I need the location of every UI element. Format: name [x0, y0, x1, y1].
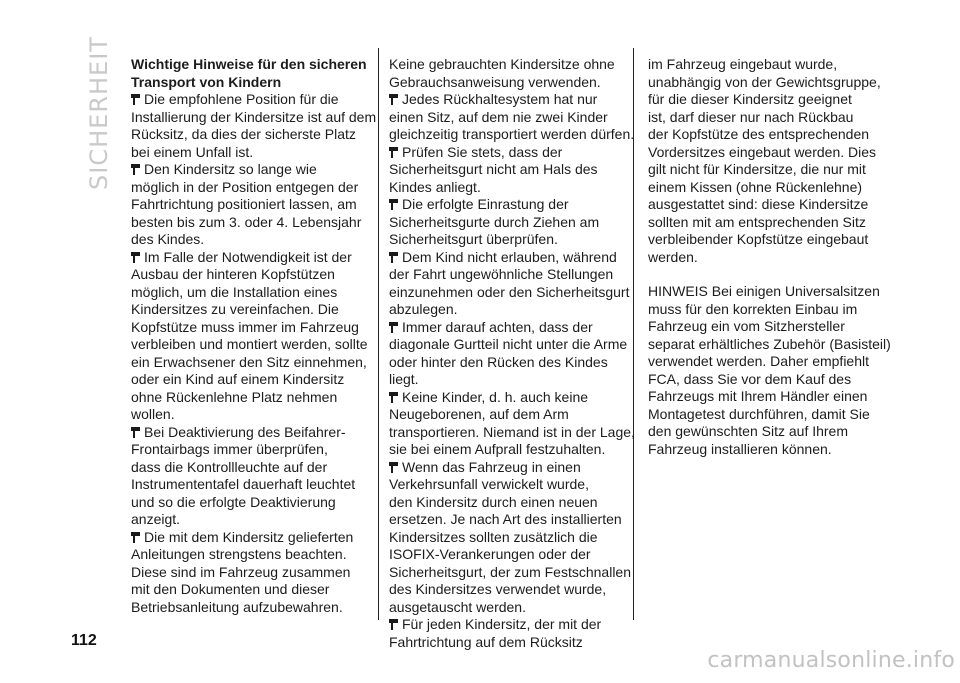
text-line: [131, 126, 363, 144]
text-line: [131, 214, 363, 232]
bullet-icon: [131, 164, 140, 175]
line-text: Die empfohlene Position für die: [144, 91, 339, 107]
text-line: [131, 266, 363, 284]
line-text: verbleibender Kopfstütze eingebaut: [648, 231, 869, 247]
text-line: [648, 283, 883, 301]
line-text: ein Erwachsener den Sitz einnehmen,: [131, 353, 367, 370]
line-text: Betriebsanleitung aufzubewahren.: [131, 598, 343, 615]
text-line: [389, 616, 621, 634]
text-line: [389, 529, 621, 547]
text-line: [648, 196, 883, 214]
text-line: [131, 511, 363, 529]
text-line: [648, 406, 883, 424]
line-text: des Kindersitzes verwendet wurde,: [389, 581, 607, 597]
line-text: einem Kissen (ohne Rückenlehne): [648, 178, 863, 195]
text-line: [389, 266, 621, 284]
line-text: bei einem Unfall ist.: [131, 143, 254, 160]
line-text: ausgestattet sind: diese Kindersitze: [648, 196, 869, 212]
line-text: Wichtige Hinweise für den sicheren: [131, 56, 367, 72]
text-line: [648, 301, 883, 319]
line-text: Kindersitzes sollten zusätzlich die: [389, 528, 598, 545]
line-text: dass die Kontrollleuchte auf der: [131, 458, 328, 475]
text-line: [131, 249, 363, 267]
text-line: [648, 423, 883, 441]
text-line: [389, 581, 621, 599]
text-line: [648, 91, 883, 109]
text-line: [389, 74, 621, 92]
line-text: ersetzen. Je nach Art des installierten: [389, 511, 622, 527]
text-column-3: [648, 56, 891, 458]
line-text: einzunehmen oder den Sicherheitsgurt: [389, 283, 630, 300]
line-text: einen Sitz, auf dem nie zwei Kinder: [389, 108, 608, 125]
line-text: Transport von Kindern: [131, 73, 282, 90]
line-text: mit den Dokumenten und dieser: [131, 581, 330, 597]
line-text: Fahrtrichtung positioniert lassen, am: [131, 196, 357, 212]
line-text: Ausbau der hinteren Kopfstützen: [131, 266, 335, 282]
text-line: [131, 336, 368, 354]
text-line: [131, 406, 363, 424]
text-line: [389, 354, 621, 372]
text-line: [648, 214, 883, 232]
line-text: Diese sind im Fahrzeug zusammen: [131, 563, 351, 580]
line-text: wollen.: [131, 406, 175, 422]
line-text: Fahrzeugs mit Ihrem Händler einen: [648, 388, 868, 404]
section-tab-label: SICHERHEIT: [85, 35, 113, 190]
text-line: [131, 529, 363, 547]
text-line: [389, 563, 631, 582]
text-line: [131, 599, 363, 617]
text-line: [389, 494, 621, 512]
line-text: Sicherheitsgurt überprüfen.: [389, 231, 558, 247]
text-line: [648, 161, 883, 179]
bullet-icon: [389, 392, 398, 403]
text-line: [389, 371, 621, 389]
text-line: [648, 144, 883, 162]
line-text: möglich in der Position entgegen der: [131, 178, 359, 195]
text-line: [131, 319, 363, 337]
line-text: Anleitungen strengstens beachten.: [131, 546, 347, 562]
page-number: 112: [71, 632, 97, 649]
line-text: verbleiben und montiert werden, sollte: [131, 336, 368, 352]
text-line: [131, 476, 363, 494]
line-text: liegt.: [389, 371, 419, 387]
text-line: [131, 108, 377, 127]
line-text: separat erhältliches Zubehör (Basisteil): [648, 335, 891, 352]
text-line: [389, 319, 621, 337]
line-text: Im Falle der Notwendigkeit ist der: [144, 248, 352, 265]
bullet-icon: [389, 147, 398, 158]
text-line: [389, 126, 635, 144]
text-column-2: [389, 56, 635, 651]
line-text: muss für den korrekten Einbau im: [648, 300, 858, 317]
text-line: [131, 144, 363, 162]
line-text: HINWEIS Bei einigen Universalsitzen: [648, 283, 880, 299]
line-text: ISOFIX-Verankerungen oder der: [389, 546, 591, 562]
line-text: gleichzeitig transportiert werden dürfen.: [389, 126, 635, 142]
watermark: carmanualsonline.info: [707, 648, 955, 673]
text-line: [389, 546, 621, 564]
line-text: Wenn das Fahrzeug in einen: [402, 458, 581, 475]
section-heading-line: [131, 56, 367, 74]
line-text: Montagetest durchführen, damit Sie: [648, 405, 870, 422]
line-text: sie bei einem Aufprall festzuhalten.: [389, 441, 606, 457]
text-line: [131, 424, 363, 442]
bullet-icon: [131, 94, 140, 105]
line-text: Neugeborenen, auf dem Arm: [389, 406, 569, 422]
text-line: [131, 441, 363, 459]
line-text: unabhängig von der Gewichtsgruppe,: [648, 73, 881, 90]
line-text: diagonale Gurtteil nicht unter die Arme: [389, 336, 628, 352]
line-text: Die erfolgte Einrastung der: [402, 196, 569, 212]
bullet-icon: [389, 199, 398, 210]
text-line: [131, 301, 363, 319]
line-text: Frontairbags immer überprüfen,: [131, 441, 328, 457]
text-line: [389, 511, 621, 529]
line-text: FCA, dass Sie vor dem Kauf des: [648, 370, 852, 387]
text-line: [648, 353, 883, 371]
line-text: Immer darauf achten, dass der: [402, 318, 593, 335]
line-text: oder ein Kind auf einem Kindersitz: [131, 371, 345, 387]
line-text: Kindersitzes zu vereinfachen. Die: [131, 301, 339, 317]
text-line: [131, 196, 363, 214]
text-line: [131, 389, 363, 407]
line-text: abzulegen.: [389, 301, 458, 317]
line-text: anzeigt.: [131, 511, 181, 527]
line-text: Sicherheitsgurte durch Ziehen am: [389, 213, 600, 230]
text-line: [131, 546, 363, 564]
text-line: [389, 231, 621, 249]
line-text: besten bis zum 3. oder 4. Lebensjahr: [131, 213, 362, 230]
line-text: möglich, um die Installation eines: [131, 283, 338, 300]
line-text: sollten mit am entsprechenden Sitz: [648, 213, 866, 230]
text-line: [648, 74, 883, 92]
line-text: und so die erfolgte Deaktivierung: [131, 493, 336, 510]
line-text: des Kindes.: [131, 231, 205, 247]
bullet-icon: [389, 619, 398, 630]
text-line: [389, 301, 621, 319]
text-line: [389, 389, 621, 407]
text-line: [648, 126, 883, 144]
line-text: ohne Rückenlehne Platz nehmen: [131, 388, 338, 405]
text-line: [389, 476, 621, 494]
text-line: [389, 441, 621, 459]
line-text: Prüfen Sie stets, dass der: [402, 143, 563, 160]
line-text: Keine Kinder, d. h. auch keine: [402, 388, 589, 405]
text-line: [389, 459, 621, 477]
text-line: [389, 249, 621, 267]
line-text: Rücksitz, da dies der sicherste Platz: [131, 126, 356, 142]
line-text: ist, darf dieser nur nach Rückbau: [648, 108, 854, 125]
line-text: Vordersitzes eingebaut werden. Dies: [648, 143, 877, 160]
text-line: [131, 179, 363, 197]
line-text: oder hinter den Rücken des Kindes: [389, 353, 608, 370]
text-line: [131, 353, 367, 372]
text-line: [389, 283, 630, 302]
text-line: [131, 284, 363, 302]
line-text: den Kindersitz durch einen neuen: [389, 493, 598, 510]
line-text: Installierung der Kindersitze ist auf dem: [131, 108, 377, 125]
line-text: Sicherheitsgurt, der zum Festschnallen: [389, 563, 631, 580]
text-line: [131, 231, 363, 249]
line-text: Fahrzeug installieren können.: [648, 440, 832, 457]
line-text: Bei Deaktivierung des Beifahrer-: [144, 423, 346, 440]
text-line: [389, 336, 628, 354]
bullet-icon: [389, 322, 398, 333]
text-line: [131, 494, 363, 512]
text-line: [389, 56, 621, 74]
line-text: Verkehrsunfall verwickelt wurde,: [389, 476, 589, 492]
bullet-icon: [131, 532, 140, 543]
line-text: Kopfstütze muss immer im Fahrzeug: [131, 318, 359, 335]
line-text: Keine gebrauchten Kindersitze ohne: [389, 56, 615, 72]
line-text: Für jeden Kindersitz, der mit der: [402, 616, 602, 632]
line-text: Kindes anliegt.: [389, 178, 481, 195]
text-column-1: [131, 56, 377, 616]
text-line: [389, 406, 621, 424]
bullet-icon: [389, 462, 398, 473]
line-text: der Kopfstütze des entsprechenden: [648, 126, 870, 142]
line-text: Instrumententafel dauerhaft leuchtet: [131, 476, 356, 492]
text-line: [131, 459, 363, 477]
text-line: [389, 196, 621, 214]
text-line: [648, 388, 883, 406]
text-line: [648, 335, 891, 354]
text-line: [389, 599, 621, 617]
line-text: ausgetauscht werden.: [389, 598, 526, 615]
text-line: [389, 91, 621, 109]
text-line: [648, 179, 883, 197]
text-line: [131, 564, 363, 582]
line-text: werden.: [648, 248, 698, 265]
text-line: [389, 214, 621, 232]
line-text: Fahrzeug ein vom Sitzhersteller: [648, 318, 845, 334]
section-heading-line: [131, 74, 363, 92]
text-line: [648, 318, 883, 336]
section-tab: [82, 35, 116, 190]
line-text: Den Kindersitz so lange wie: [144, 161, 317, 177]
text-line: [131, 91, 363, 109]
bullet-icon: [131, 427, 140, 438]
text-line: [389, 179, 621, 197]
line-text: Dem Kind nicht erlauben, während: [402, 248, 617, 265]
bullet-icon: [389, 94, 398, 105]
line-text: verwendet werden. Daher empfiehlt: [648, 353, 870, 369]
bullet-icon: [131, 252, 140, 263]
line-text: Jedes Rückhaltesystem hat nur: [402, 91, 598, 107]
bullet-icon: [389, 252, 398, 263]
text-line: [648, 231, 883, 249]
line-text: der Fahrt ungewöhnliche Stellungen: [389, 266, 614, 282]
line-text: gilt nicht für Kindersitze, die nur mit: [648, 161, 866, 177]
line-text: Fahrtrichtung auf dem Rücksitz: [389, 633, 583, 650]
text-line: [648, 441, 883, 459]
line-text: Die mit dem Kindersitz gelieferten: [144, 528, 354, 545]
line-text: im Fahrzeug eingebaut wurde,: [648, 56, 838, 72]
text-line: [389, 109, 621, 127]
line-text: Sicherheitsgurt nicht am Hals des: [389, 161, 598, 177]
text-line: [389, 161, 621, 179]
line-text: für die dieser Kindersitz geeignet: [648, 91, 852, 107]
text-line: [648, 56, 883, 74]
text-line: [389, 144, 621, 162]
text-line: [648, 249, 883, 267]
column-divider: [378, 48, 379, 620]
text-line: [389, 423, 635, 442]
text-line: [648, 371, 883, 389]
text-line: [131, 581, 363, 599]
line-text: den gewünschten Sitz auf Ihrem: [648, 423, 849, 439]
text-line: [648, 109, 883, 127]
line-text: transportieren. Niemand ist in der Lage,: [389, 423, 635, 440]
paragraph-gap: [648, 266, 883, 283]
text-line: [131, 161, 363, 179]
text-line: [131, 371, 363, 389]
line-text: Gebrauchsanweisung verwenden.: [389, 73, 601, 90]
